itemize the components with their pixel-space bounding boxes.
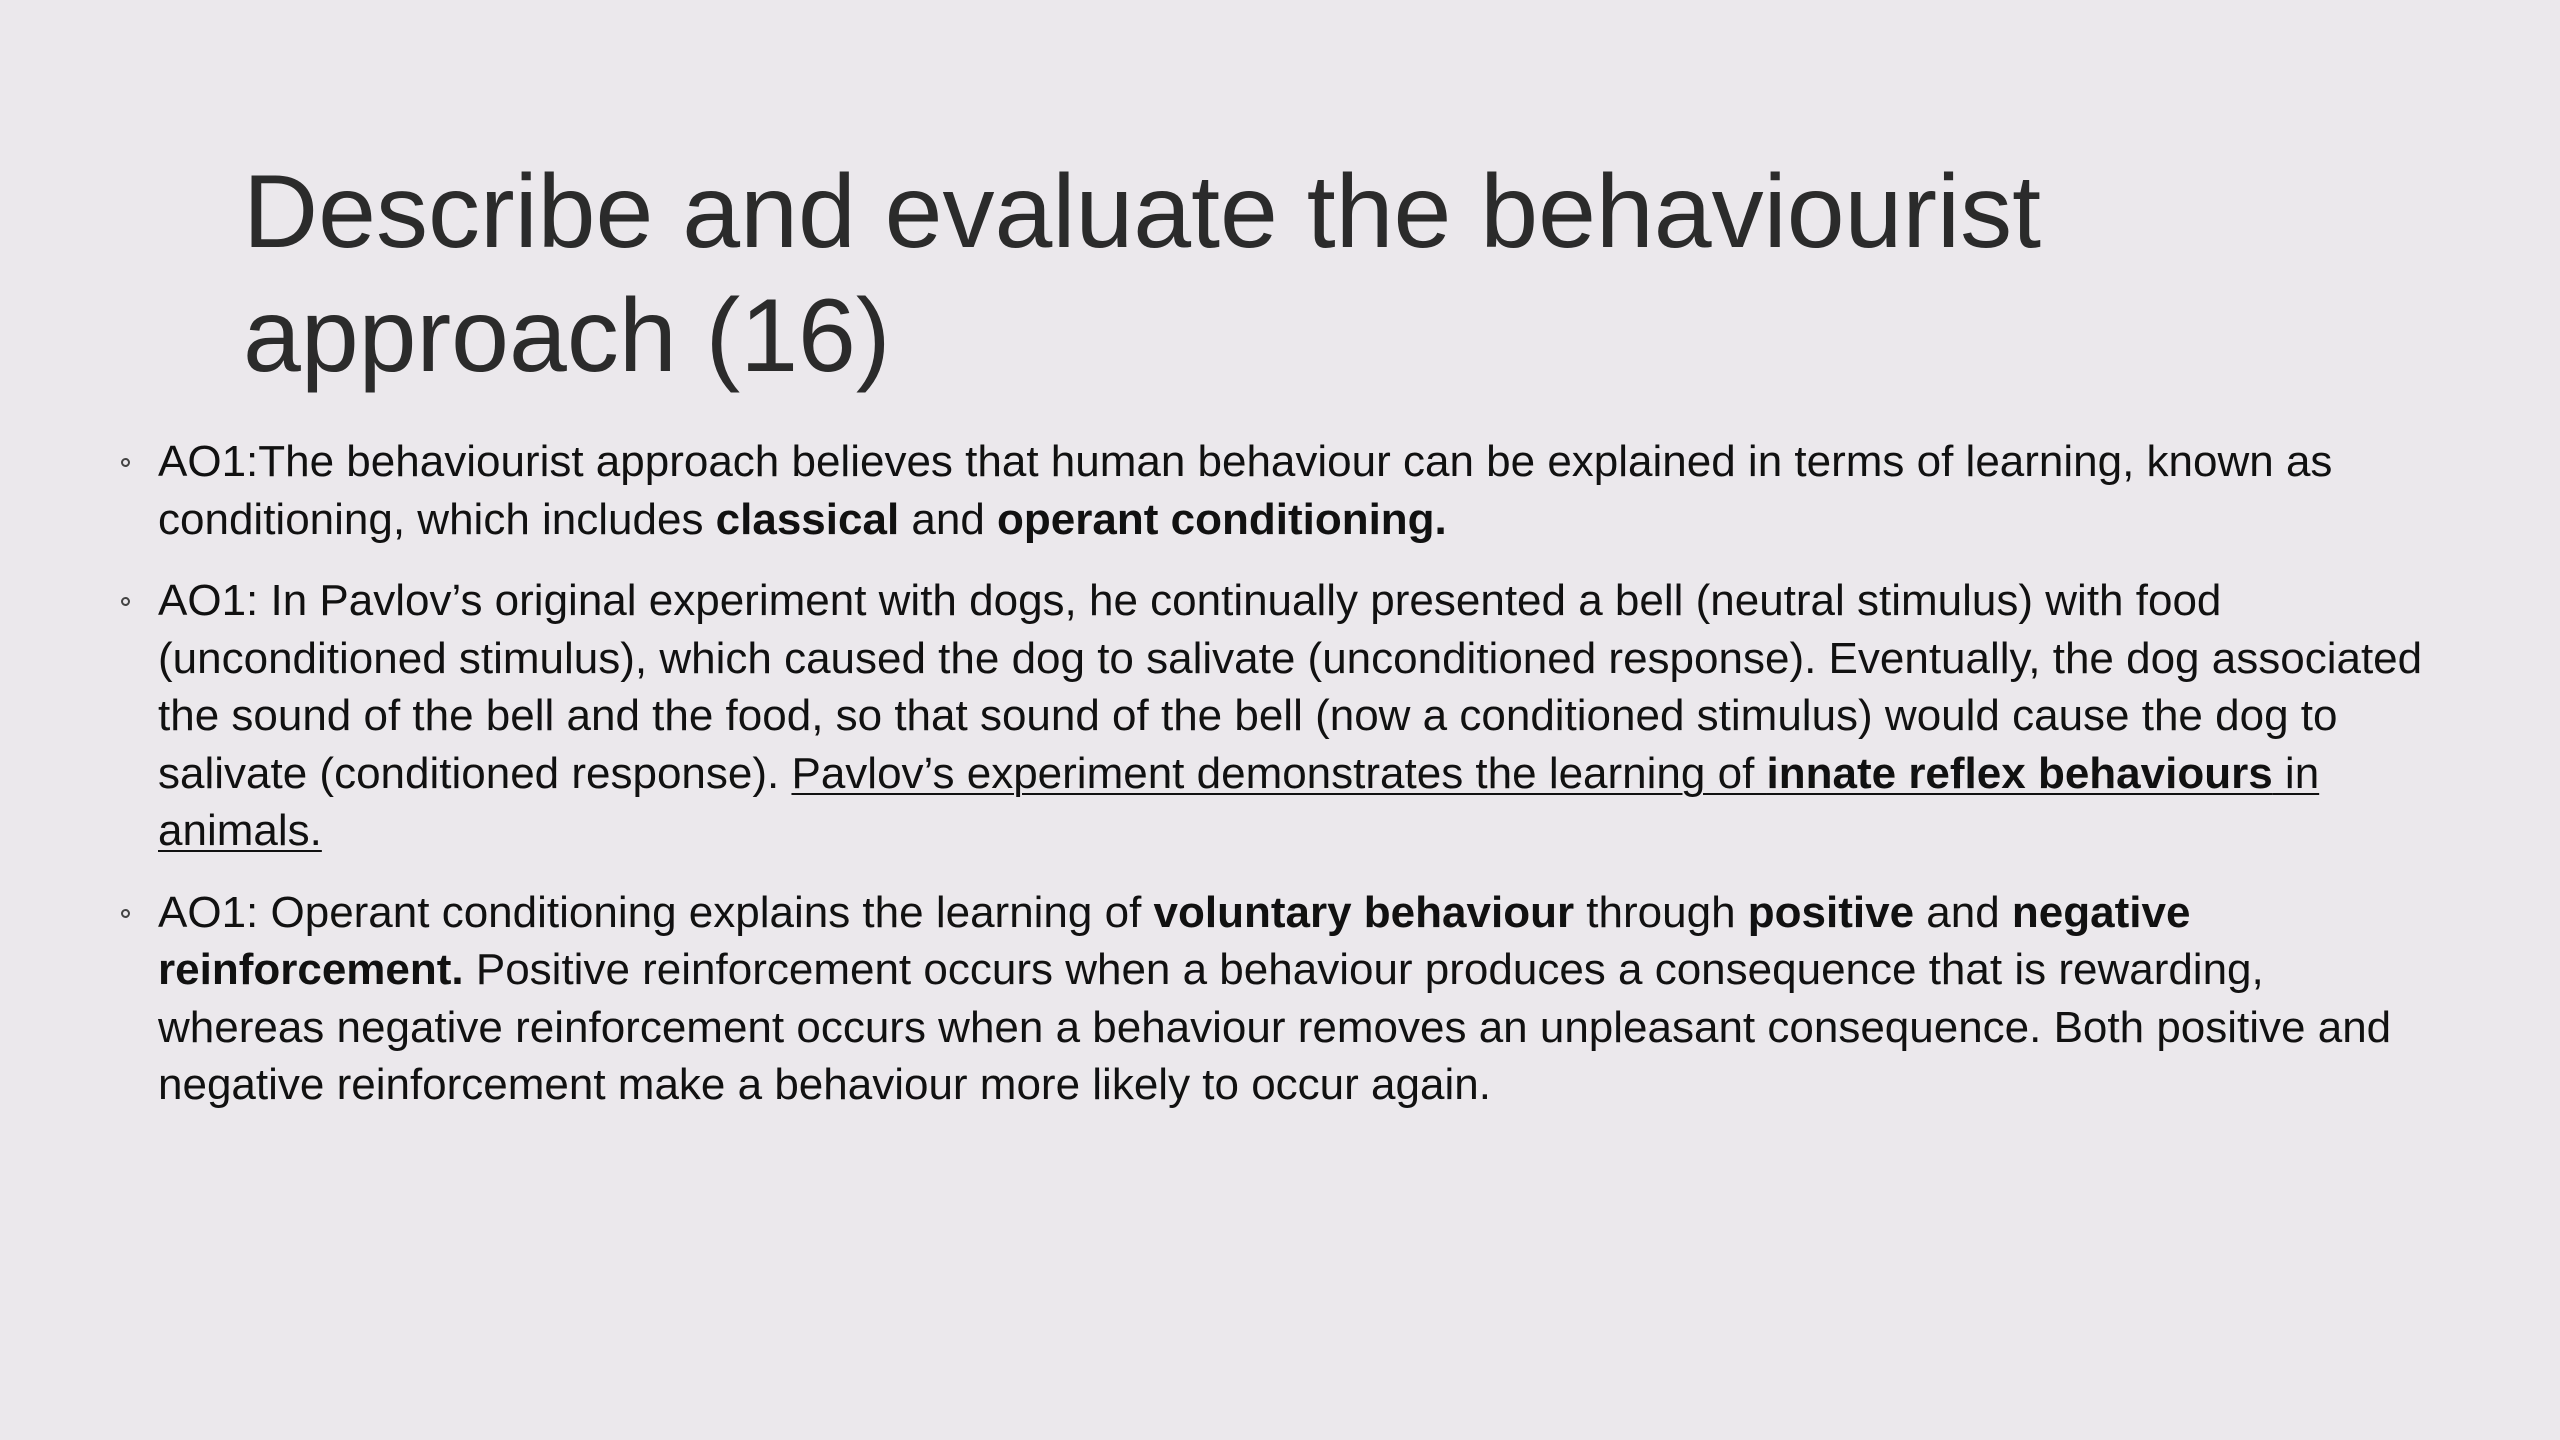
bullet-item-1	[118, 433, 2408, 548]
bullet-1-bold-classical: classical	[715, 494, 900, 544]
bullet-2-underlined-in: in	[2272, 748, 2320, 798]
bullet-2-underlined-bold: innate reflex behaviours	[1766, 748, 2273, 798]
bullet-list	[118, 433, 2423, 1114]
bullet-3-text-and: and	[1914, 887, 2012, 937]
bullet-1-bold-operant: operant conditioning.	[997, 494, 1447, 544]
bullet-2-line-4	[158, 745, 2408, 803]
bullet-3-text-through: through	[1574, 887, 1748, 937]
bullet-3-bold-negative: negative	[2011, 887, 2191, 937]
bullet-item-3	[118, 884, 2408, 1114]
bullet-2-line-2: (unconditioned stimulus), which caused the dog to salivate (unconditioned response). Eventually, the dog associated	[158, 633, 2423, 683]
bullet-3-line-3: whereas negative reinforcement occurs when a behaviour removes an unpleasant consequence. Both positive and	[158, 1002, 2392, 1052]
bullet-2-text: salivate (conditioned response).	[158, 748, 792, 798]
slide-title-line-2: approach (16)	[243, 278, 891, 394]
bullet-1-text: conditioning, which includes	[158, 494, 716, 544]
bullet-3-bold-voluntary: voluntary behaviour	[1153, 887, 1575, 937]
bullet-2-underlined-text: Pavlov’s experiment demonstrates the learning of	[791, 748, 1767, 798]
bullet-1-text-and: and	[899, 494, 998, 544]
bullet-3-line-1	[158, 884, 2408, 942]
bullet-2-line-1: AO1: In Pavlov’s original experiment with dogs, he continually presented a bell (neutral stimulus) with food	[158, 576, 2222, 625]
bullet-1-line-2	[158, 491, 2408, 549]
bullet-marker-icon	[121, 597, 130, 606]
bullet-3-text: AO1: Operant conditioning explains the learning of	[158, 887, 1154, 937]
bullet-marker-icon	[121, 909, 130, 918]
bullet-1-line-1: AO1:The behaviourist approach believes that human behaviour can be explained in terms of learning, known as	[158, 437, 2333, 486]
bullet-2-line-5: animals.	[158, 806, 322, 855]
bullet-2-line-3: the sound of the bell and the food, so that sound of the bell (now a conditioned stimulus) would cause the dog to	[158, 691, 2338, 740]
bullet-3-bold-positive: positive	[1747, 887, 1915, 937]
slide-title	[243, 150, 2293, 398]
bullet-marker-icon	[121, 458, 130, 467]
bullet-item-2	[118, 572, 2423, 860]
bullet-3-line-4: negative reinforcement make a behaviour more likely to occur again.	[158, 1060, 1491, 1109]
slide-title-line-1: Describe and evaluate the behaviourist	[243, 154, 2042, 270]
bullet-3-bold-reinforcement: reinforcement.	[158, 945, 464, 994]
bullet-3-text-positive-reinforcement: Positive reinforcement occurs when a behaviour produces a consequence that is rewarding,	[463, 945, 2264, 994]
bullet-3-line-2	[158, 941, 2408, 999]
